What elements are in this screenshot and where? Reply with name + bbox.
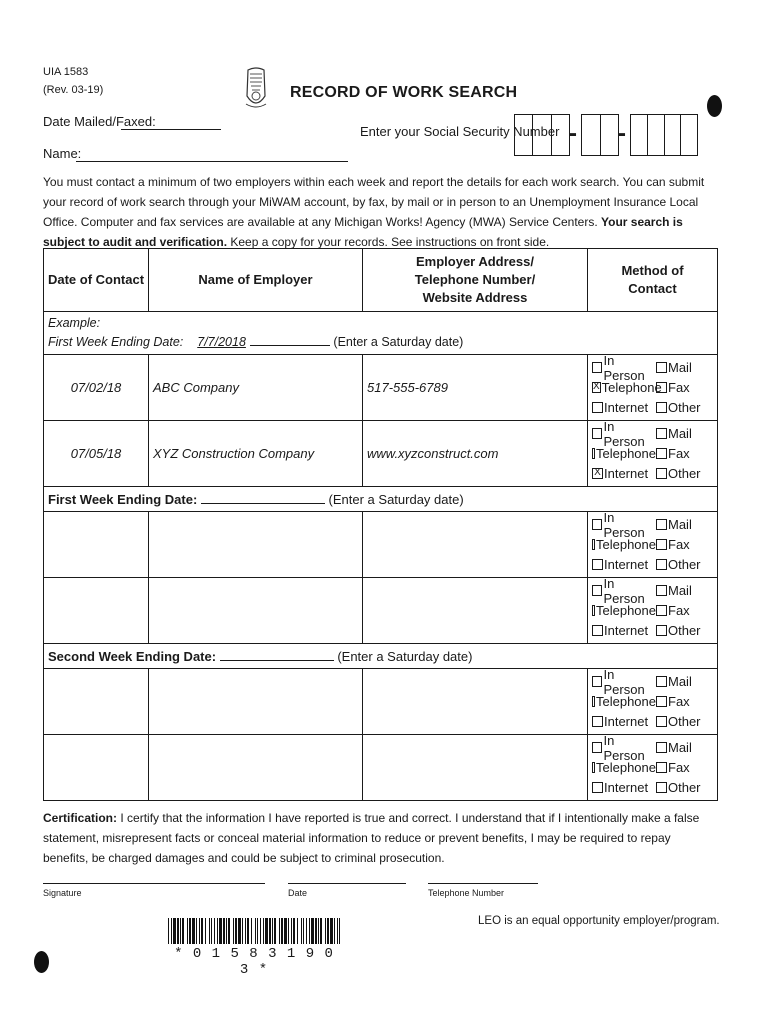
telephone-checkbox[interactable]: [592, 539, 595, 550]
employer-name-cell[interactable]: [149, 669, 363, 735]
barcode-bar: [245, 918, 246, 944]
barcode-bar: [288, 918, 289, 944]
example-employer: ABC Company: [149, 355, 363, 421]
barcode-bar: [269, 918, 271, 944]
registration-mark-icon: [34, 951, 49, 973]
telephone-line[interactable]: [428, 883, 538, 884]
date-of-contact-header: Date of Contact: [44, 249, 149, 312]
fax-checkbox: [656, 448, 667, 459]
barcode-bar: [192, 918, 195, 944]
example-address: www.xyzconstruct.com: [363, 421, 588, 487]
in-person-checkbox[interactable]: [592, 519, 602, 530]
first-week-label: First Week Ending Date:: [48, 491, 198, 507]
internet-checkbox[interactable]: [592, 559, 603, 570]
certification: Certification: I certify that the information I have reported is true and correct. I understand that if I intentionally make a false statement, misrepresent facts or conceal material information to reduce or prevent benefits, I may be required to repay benefits, be charged damages and could be subject to criminal prosecution.: [43, 811, 700, 865]
barcode-bar: [309, 918, 310, 944]
telephone-checkbox[interactable]: [592, 762, 595, 773]
date-mailed-label: Date Mailed/Faxed:: [43, 114, 156, 129]
other-checkbox: [656, 402, 667, 413]
ssn-area-boxes[interactable]: [514, 114, 570, 156]
in-person-checkbox: [592, 428, 602, 439]
barcode-bar: [201, 918, 203, 944]
barcode-bar: [209, 918, 210, 944]
example-row: [44, 421, 718, 487]
date-label: Date: [288, 888, 308, 898]
mail-checkbox: [656, 428, 667, 439]
barcode-bar: [235, 918, 237, 944]
telephone-checkbox: [592, 448, 595, 459]
ssn-dash: -: [569, 120, 577, 147]
table-header-row: [44, 249, 718, 312]
telephone-checkbox[interactable]: [592, 696, 595, 707]
date-line[interactable]: [288, 883, 406, 884]
barcode-bar: [281, 918, 283, 944]
barcode-bar: [233, 918, 234, 944]
barcode-bar: [306, 918, 307, 944]
mail-checkbox[interactable]: [656, 519, 667, 530]
name-label: Name:: [43, 146, 82, 161]
date-of-contact-cell[interactable]: [44, 735, 149, 801]
mail-checkbox[interactable]: [656, 585, 667, 596]
example-week-line: First Week Ending Date: 7/7/2018 (Enter a Saturday date): [48, 335, 464, 349]
signature-label: Signature: [43, 888, 82, 898]
barcode-bar: [325, 918, 326, 944]
barcode-bar: [177, 918, 179, 944]
first-week-note: (Enter a Saturday date): [328, 491, 464, 507]
barcode-bar: [217, 918, 218, 944]
second-week-note: (Enter a Saturday date): [337, 648, 473, 664]
certification-label: Certification:: [43, 811, 118, 825]
other-checkbox: [656, 468, 667, 479]
barcode-bar: [339, 918, 340, 944]
barcode-bar: [293, 918, 295, 944]
employer-address-cell[interactable]: [363, 669, 588, 735]
work-search-table: [43, 248, 718, 801]
ssn-group-boxes[interactable]: [581, 114, 619, 156]
barcode-bar: [242, 918, 243, 944]
first-week-date-field[interactable]: [201, 503, 325, 504]
barcode-bar: [274, 918, 276, 944]
ssn-serial-boxes[interactable]: [630, 114, 698, 156]
barcode-bar: [272, 918, 273, 944]
entry-row: [44, 512, 718, 578]
example-label: Example:: [48, 316, 101, 330]
employer-name-header: Name of Employer: [149, 249, 363, 312]
fax-checkbox[interactable]: [656, 762, 667, 773]
barcode-text: * 0 1 5 8 3 1 9 0 3 *: [174, 946, 334, 978]
example-date: 07/05/18: [44, 421, 149, 487]
other-checkbox[interactable]: [656, 782, 667, 793]
signature-line[interactable]: [43, 883, 265, 884]
other-checkbox[interactable]: [656, 559, 667, 570]
employer-name-cell[interactable]: [149, 735, 363, 801]
barcode-bar: [257, 918, 258, 944]
internet-checkbox[interactable]: [592, 716, 603, 727]
entry-row: [44, 735, 718, 801]
barcode-bar: [330, 918, 333, 944]
example-date: 07/02/18: [44, 355, 149, 421]
employer-address-cell[interactable]: [363, 512, 588, 578]
barcode-bar: [327, 918, 329, 944]
barcode-bar: [247, 918, 249, 944]
form-number: UIA 1583: [43, 66, 89, 78]
barcode-bar: [214, 918, 215, 944]
state-seal-icon: [244, 66, 268, 112]
method-of-contact-header: Method of Contact: [588, 249, 718, 312]
barcode-bar: [211, 918, 212, 944]
entry-row: [44, 578, 718, 644]
method-cell: In Person Mail Telephone Fax Internet Other: [588, 669, 718, 735]
first-week-section-row: [44, 487, 718, 512]
fax-checkbox[interactable]: [656, 605, 667, 616]
barcode-bar: [320, 918, 322, 944]
eeo-statement: LEO is an equal opportunity employer/program.: [478, 915, 720, 927]
barcode-bar: [238, 918, 241, 944]
in-person-checkbox: [592, 362, 602, 373]
mail-checkbox[interactable]: [656, 742, 667, 753]
barcode-bar: [228, 918, 230, 944]
barcode-bar: [219, 918, 222, 944]
employer-address-cell[interactable]: [363, 735, 588, 801]
barcode-bar: [334, 918, 335, 944]
in-person-checkbox[interactable]: [592, 585, 602, 596]
barcode-bar: [251, 918, 252, 944]
name-field[interactable]: [76, 146, 348, 162]
barcode-bar: [301, 918, 302, 944]
barcode-bar: [265, 918, 268, 944]
ssn-label: Enter your Social Security Number: [360, 124, 560, 139]
example-method-cell: In Person Mail X Telephone Fax Internet Other: [588, 355, 718, 421]
barcode-bar: [205, 918, 206, 944]
in-person-checkbox[interactable]: [592, 742, 602, 753]
telephone-checkbox[interactable]: [592, 605, 595, 616]
barcode-bar: [187, 918, 188, 944]
internet-checkbox-checked: X: [592, 468, 603, 479]
revision: (Rev. 03-19): [43, 84, 104, 96]
example-section-row: [44, 312, 718, 355]
barcode-bar: [315, 918, 317, 944]
barcode-bar: [318, 918, 319, 944]
barcode-bar: [171, 918, 172, 944]
other-checkbox[interactable]: [656, 625, 667, 636]
barcode-bar: [311, 918, 314, 944]
barcode-bar: [303, 918, 304, 944]
internet-checkbox[interactable]: [592, 782, 603, 793]
internet-checkbox[interactable]: [592, 625, 603, 636]
date-of-contact-cell[interactable]: [44, 578, 149, 644]
barcode-bar: [284, 918, 287, 944]
fax-checkbox[interactable]: [656, 696, 667, 707]
ssn-dash: -: [618, 120, 626, 147]
registration-mark-icon: [707, 95, 722, 117]
employer-name-cell[interactable]: [149, 512, 363, 578]
date-mailed-field[interactable]: [121, 114, 221, 130]
telephone-label: Telephone Number: [428, 888, 505, 898]
date-of-contact-cell[interactable]: [44, 669, 149, 735]
internet-checkbox: [592, 402, 603, 413]
date-of-contact-cell[interactable]: [44, 512, 149, 578]
example-method-cell: In Person Mail Telephone Fax X Internet Other: [588, 421, 718, 487]
barcode-bar: [291, 918, 292, 944]
barcode-bar: [168, 918, 169, 944]
barcode-bar: [173, 918, 176, 944]
employer-address-cell[interactable]: [363, 578, 588, 644]
barcode-bar: [196, 918, 197, 944]
barcode-bar: [180, 918, 181, 944]
other-checkbox[interactable]: [656, 716, 667, 727]
fax-checkbox[interactable]: [656, 539, 667, 550]
example-week-value: 7/7/2018: [197, 335, 246, 349]
barcode-bar: [279, 918, 280, 944]
second-week-date-field[interactable]: [220, 660, 334, 661]
barcode-bar: [226, 918, 227, 944]
employer-name-cell[interactable]: [149, 578, 363, 644]
second-week-section-row: [44, 644, 718, 669]
barcode-bar: [199, 918, 200, 944]
barcode-bar: [189, 918, 191, 944]
method-cell: In Person Mail Telephone Fax Internet Other: [588, 735, 718, 801]
form-title: RECORD OF WORK SEARCH: [290, 84, 518, 101]
employer-address-header: Employer Address/ Telephone Number/ Website Address: [363, 249, 588, 312]
barcode-bar: [255, 918, 256, 944]
barcode-bar: [182, 918, 184, 944]
second-week-label: Second Week Ending Date:: [48, 648, 217, 664]
fax-checkbox: [656, 382, 667, 393]
example-address: 517-555-6789: [363, 355, 588, 421]
mail-checkbox: [656, 362, 667, 373]
telephone-checkbox-checked: X: [593, 381, 600, 392]
mail-checkbox[interactable]: [656, 676, 667, 687]
example-employer: XYZ Construction Company: [149, 421, 363, 487]
barcode-bar: [260, 918, 261, 944]
method-cell: In Person Mail Telephone Fax Internet Other: [588, 512, 718, 578]
barcode-bar: [223, 918, 225, 944]
method-cell: In Person Mail Telephone Fax Internet Other: [588, 578, 718, 644]
instructions: You must contact a minimum of two employers within each week and report the details for each work search. You can submit your record of work search through your MiWAM account, by fax, by mail or in person to an Unemployment Insurance Local Office. Computer and fax services are available at any Michigan Works! Agency (MWA) Service Centers. Your search is subject to audit and verification. Keep a copy for your records. See instructions on front side.: [43, 175, 705, 249]
barcode-bar: [337, 918, 338, 944]
in-person-checkbox[interactable]: [592, 676, 602, 687]
barcode-bar: [263, 918, 264, 944]
example-row: [44, 355, 718, 421]
barcode-bar: [297, 918, 298, 944]
barcode-icon: [168, 918, 340, 944]
entry-row: [44, 669, 718, 735]
